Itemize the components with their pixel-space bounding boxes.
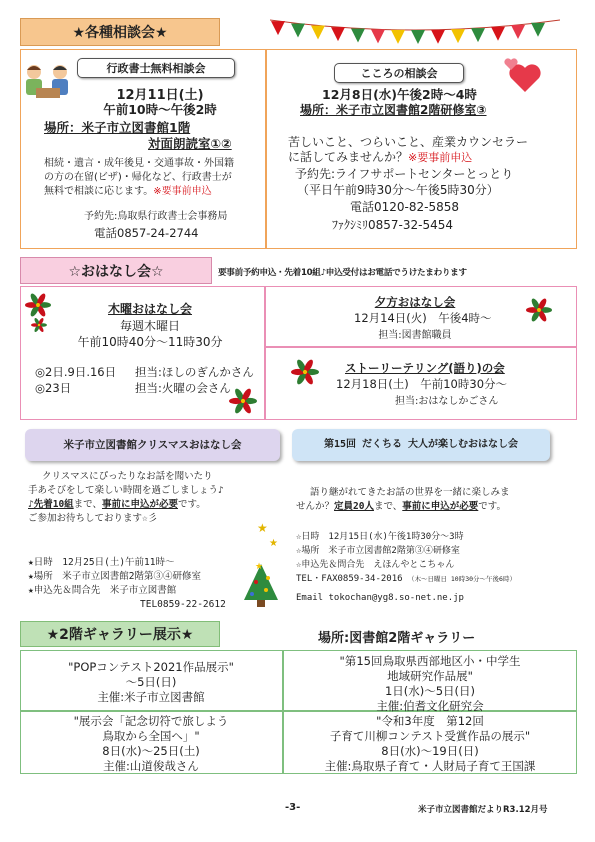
poinsettia-icon [228, 386, 258, 416]
kokoro-tag: こころの相談会 [334, 63, 464, 83]
gallery-item: "令和3年度 第12回 子育て川柳コンテスト受賞作品の展示" 8日(水)〜19日(日) 主催:鳥取県子育て・人財局子育て王国課 [324, 714, 536, 773]
left-description: 相続・遺言・成年後見・交通事故・外国籍 の方の在留(ビザ)・帰化など、行政書士が 無料で相談に応じます。※要事前申込 [44, 158, 234, 197]
xmas-details: ★日時 12月25日(土)午前11時〜 ★場所 米子市立図書館2階第③④研修室 ★申込先＆問合先 米子市立図書館 TEL0859-22-2612 [28, 557, 226, 610]
right-description: 苦しいこと、つらいこと、産業カウンセラー に話してみませんか？※要事前申込 [288, 135, 529, 164]
christmas-tree-icon [238, 560, 284, 612]
bunting-flag [331, 27, 345, 41]
bunting-flag [351, 28, 365, 42]
svg-text:★: ★ [269, 538, 278, 549]
right-hours: （平日午前9時30分〜午後5時30分） [297, 183, 499, 197]
bunting-flag [511, 25, 525, 39]
xmas-title-banner: 米子市立図書館クリスマスおはなし会 [25, 429, 280, 461]
thursday-row2-dates: ◎23日 [35, 381, 72, 395]
ohanashi-header: ☆おはなし会☆ [20, 257, 212, 284]
right-fax: ﾌｧｸｼﾐﾘ0857-32-5454 [332, 218, 454, 232]
bunting-flag [391, 30, 405, 44]
left-time: 午前10時〜午後2時 [103, 102, 217, 117]
stars-icon [255, 520, 285, 550]
thursday-title: 木曜おはなし会 [107, 302, 192, 316]
admin-scrivener-tag: 行政書士無料相談会 [77, 58, 235, 78]
gallery-vdivider [282, 650, 284, 774]
thursday-row1-dates: ◎2日.9日.16日 [35, 365, 117, 379]
bunting-flag [411, 30, 425, 44]
evening-by: 担当:図書館職員 [378, 330, 452, 341]
gallery-item: "第15回鳥取県西部地区小・中学生 地域研究作品展" 1日(水)〜5日(日) 主催:伯耆文化研究会 [339, 654, 521, 713]
bunting-decoration [270, 14, 560, 54]
svg-text:★: ★ [257, 521, 268, 535]
gallery-item: "展示会「記念切符で旅しよう 鳥取から全国へ」" 8日(水)〜25日(土) 主催:山道俊哉さん [73, 714, 229, 773]
consult-header: ★各種相談会★ [20, 18, 220, 46]
thursday-row1-by: 担当:ほしのぎんかさん [135, 365, 254, 379]
people-illustration-icon [22, 62, 74, 102]
evening-title: 夕方おはなし会 [374, 295, 456, 309]
story-datetime: 12月18日(土) 午前10時30分〜 [336, 377, 508, 391]
ohanashi-hdivider [264, 346, 577, 348]
issue-label: 米子市立図書館だよりR3.12月号 [418, 805, 548, 815]
thursday-frequency: 毎週木曜日 [119, 319, 180, 333]
xmas-description: クリスマスにぴったりなお話を聞いたり 手あそびをして楽しい時間を過ごしましょう♪ ♪先着10組まで、事前に申込が必要です。 ご参加お待ちしております☆彡 [28, 471, 224, 524]
poinsettia-icon [525, 296, 553, 324]
bunting-flag [311, 26, 325, 40]
adult-details: ☆日時 12月15日(水)午後1時30分〜3時 ☆場所 米子市立図書館2階第③④研修室 ☆申込先＆問合先 えほんやとこちゃん TEL・FAX0859-34-2016 （木〜日曜日 10時30分〜午後6時） Email tokochan@yg8.so-net.ne.jp [296, 532, 516, 603]
right-datetime: 12月8日(水)午後2時〜4時 [322, 87, 477, 102]
hearts-icon [503, 56, 547, 96]
poinsettia-icon [30, 316, 48, 334]
left-date: 12月11日(土) [116, 88, 204, 103]
gallery-place: 場所:図書館2階ギャラリー [318, 631, 476, 646]
left-reserve: 予約先:鳥取県行政書士会事務局 [84, 211, 228, 222]
gallery-item: "POPコンテスト2021作品展示" 〜5日(日) 主催:米子市立図書館 [68, 660, 234, 704]
bunting-flag [431, 30, 445, 44]
right-reserve: 予約先:ライフサポートセンターとっとり [295, 167, 514, 181]
poinsettia-icon [290, 357, 320, 387]
adult-description: 語り継がれてきたお話の世界を一緒に楽しみま せんか？定員20人まで、事前に申込が必要です。 [296, 487, 510, 512]
ohanashi-vdivider [264, 286, 266, 420]
bunting-flag [451, 29, 465, 43]
poinsettia-icon [24, 291, 52, 319]
left-place: 場所：米子市立図書館1階 [44, 120, 191, 135]
bunting-flag [491, 27, 505, 41]
bunting-flag [271, 21, 285, 35]
gallery-header: ★2階ギャラリー展示★ [20, 621, 220, 647]
consult-divider [265, 49, 267, 249]
left-room: 対面朗読室①② [148, 136, 232, 151]
thursday-row2-by: 担当:火曜の会さん [135, 381, 231, 395]
ohanashi-note: 要事前予約申込・先着10組♪申込受付はお電話でうけたまわります [218, 268, 467, 278]
story-title: ストーリーテリング(語り)の会 [345, 361, 505, 375]
bunting-flag [291, 23, 305, 37]
right-tel: 電話0120-82-5858 [350, 200, 460, 214]
thursday-time: 午前10時40分〜11時30分 [77, 335, 223, 349]
bunting-flag [471, 28, 485, 42]
adult-title-banner: 第15回 だくちる 大人が楽しむおはなし会 [292, 429, 550, 461]
story-by: 担当:おはなしかごさん [395, 396, 499, 407]
right-place: 場所：米子市立図書館2階研修室③ [300, 103, 487, 117]
evening-datetime: 12月14日(火) 午後4時〜 [354, 311, 492, 325]
page-number: -3- [285, 802, 301, 813]
left-tel: 電話0857-24-2744 [94, 226, 199, 240]
svg-text:★: ★ [255, 562, 264, 572]
bunting-flag [371, 29, 385, 43]
bunting-flag [531, 23, 545, 37]
